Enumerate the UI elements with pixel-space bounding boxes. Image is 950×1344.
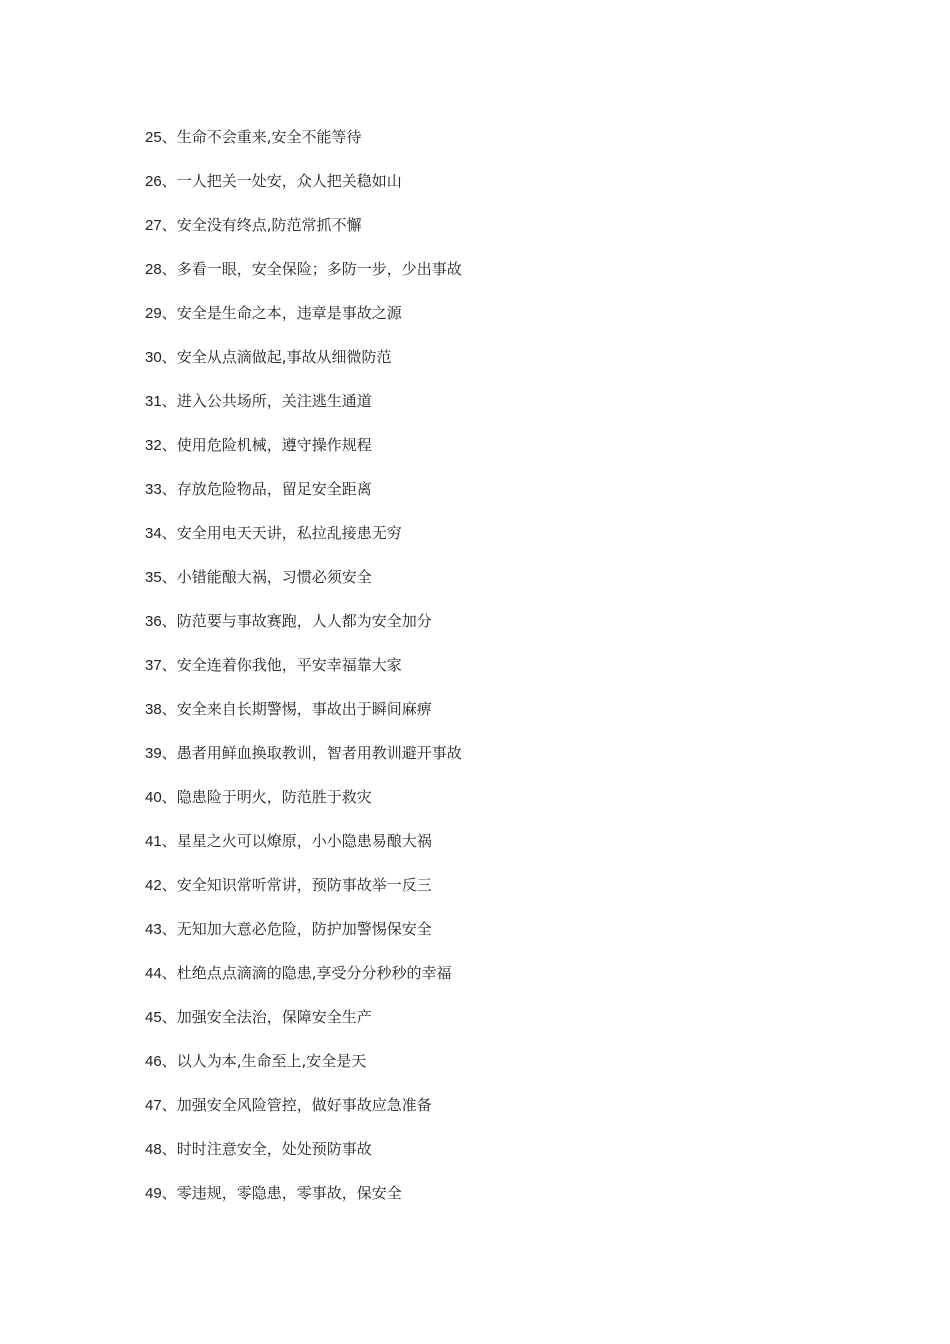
list-item: [145, 652, 462, 696]
item-text: 生命不会重来,安全不能等待: [176, 128, 362, 146]
item-number: 28、: [145, 261, 177, 278]
item-number: 35、: [145, 569, 177, 586]
item-text: 杜绝点点滴滴的隐患,享受分分秒秒的幸福: [176, 964, 452, 982]
list-item: [145, 696, 462, 740]
item-number: 32、: [145, 437, 177, 454]
list-item: [145, 1180, 462, 1224]
list-item: [145, 784, 462, 828]
item-number: 39、: [145, 745, 177, 762]
item-number: 29、: [145, 305, 177, 322]
list-item: [145, 124, 462, 168]
item-text: 加强安全风险管控，做好事故应急准备: [176, 1096, 432, 1114]
item-number: 44、: [145, 965, 177, 982]
list-item: [145, 388, 462, 432]
item-text: 使用危险机械，遵守操作规程: [176, 436, 372, 454]
item-text: 安全是生命之本，违章是事故之源: [176, 304, 402, 322]
list-item: [145, 300, 462, 344]
item-number: 31、: [145, 393, 177, 410]
item-number: 40、: [145, 789, 177, 806]
item-number: 27、: [145, 217, 177, 234]
list-item: [145, 1092, 462, 1136]
list-item: [145, 256, 462, 300]
item-text: 以人为本,生命至上,安全是天: [176, 1052, 367, 1070]
list-item: [145, 608, 462, 652]
item-text: 安全连着你我他，平安幸福靠大家: [176, 656, 402, 674]
item-number: 38、: [145, 701, 177, 718]
item-text: 一人把关一处安，众人把关稳如山: [176, 172, 402, 190]
item-text: 防范要与事故赛跑，人人都为安全加分: [176, 612, 432, 630]
list-item: [145, 740, 462, 784]
list-item: [145, 520, 462, 564]
list-item: [145, 872, 462, 916]
slogan-list: [145, 124, 462, 1224]
item-text: 安全来自长期警惕，事故出于瞬间麻痹: [176, 700, 432, 718]
item-number: 48、: [145, 1141, 177, 1158]
list-item: [145, 212, 462, 256]
item-number: 42、: [145, 877, 177, 894]
item-text: 零违规，零隐患，零事故，保安全: [176, 1184, 402, 1202]
item-text: 安全知识常听常讲，预防事故举一反三: [176, 876, 432, 894]
list-item: [145, 1004, 462, 1048]
item-number: 37、: [145, 657, 177, 674]
item-number: 47、: [145, 1097, 177, 1114]
item-text: 安全从点滴做起,事故从细微防范: [176, 348, 392, 366]
item-text: 安全用电天天讲，私拉乱接患无穷: [176, 524, 402, 542]
item-number: 49、: [145, 1185, 177, 1202]
item-number: 30、: [145, 349, 177, 366]
list-item: [145, 828, 462, 872]
list-item: [145, 344, 462, 388]
item-number: 26、: [145, 173, 177, 190]
item-text: 星星之火可以燎原，小小隐患易酿大祸: [176, 832, 432, 850]
item-number: 46、: [145, 1053, 177, 1070]
item-text: 进入公共场所，关注逃生通道: [176, 392, 372, 410]
item-text: 加强安全法治，保障安全生产: [176, 1008, 372, 1026]
item-number: 25、: [145, 129, 177, 146]
item-text: 愚者用鲜血换取教训，智者用教训避开事故: [176, 744, 462, 762]
item-number: 45、: [145, 1009, 177, 1026]
item-text: 存放危险物品，留足安全距离: [176, 480, 372, 498]
list-item: [145, 1136, 462, 1180]
list-item: [145, 960, 462, 1004]
list-item: [145, 476, 462, 520]
item-text: 时时注意安全，处处预防事故: [176, 1140, 372, 1158]
list-item: [145, 432, 462, 476]
item-text: 隐患险于明火，防范胜于救灾: [176, 788, 372, 806]
item-number: 36、: [145, 613, 177, 630]
item-text: 多看一眼，安全保险；多防一步，少出事故: [176, 260, 462, 278]
item-number: 43、: [145, 921, 177, 938]
item-text: 安全没有终点,防范常抓不懈: [176, 216, 362, 234]
item-number: 33、: [145, 481, 177, 498]
list-item: [145, 564, 462, 608]
list-item: [145, 168, 462, 212]
item-text: 小错能酿大祸，习惯必须安全: [176, 568, 372, 586]
item-number: 41、: [145, 833, 177, 850]
item-text: 无知加大意必危险，防护加警惕保安全: [176, 920, 432, 938]
item-number: 34、: [145, 525, 177, 542]
list-item: [145, 916, 462, 960]
list-item: [145, 1048, 462, 1092]
